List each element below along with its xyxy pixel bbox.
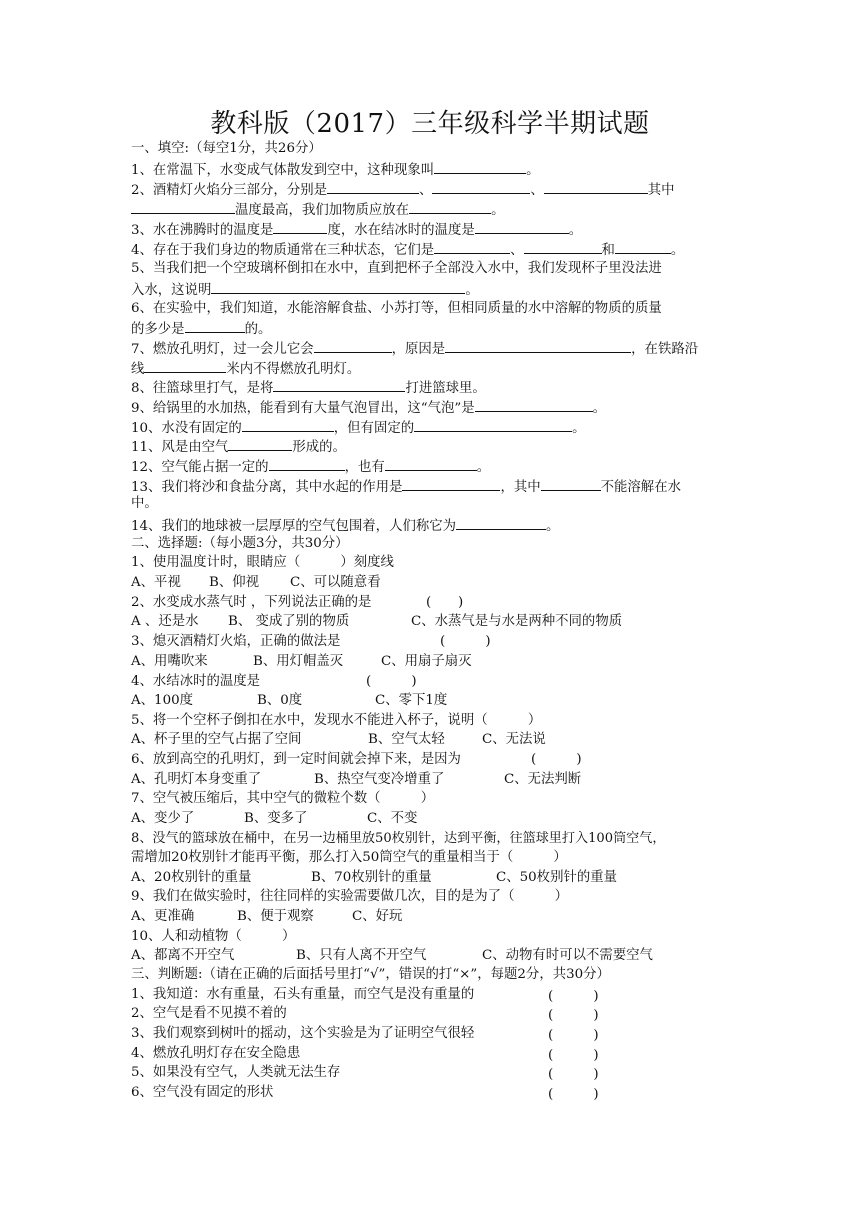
fill-question-5: 5、当我们把一个空玻璃杯倒扣在水中，直到把杯子全部没入水中，我们发现杯子里没法进 — [131, 261, 662, 276]
answer-parens[interactable]: ( ) — [548, 989, 599, 1004]
answer-blank[interactable] — [544, 179, 648, 194]
answer-blank[interactable] — [242, 417, 334, 432]
fill-question-9: 9、给锅里的水加热，能看到有大量气泡冒出，这“气泡”是 。 — [131, 397, 606, 419]
choice-option[interactable]: C、无法说 — [482, 732, 546, 747]
choice-option[interactable]: B、0度 — [257, 693, 303, 708]
fill-question-13-cont: 中。 — [131, 496, 158, 511]
choice-option[interactable]: C、可以随意看 — [290, 575, 381, 590]
answer-parens[interactable]: ( ) — [548, 1048, 599, 1063]
answer-blank[interactable] — [615, 239, 671, 254]
judge-question-4: 4、燃放孔明灯存在安全隐患 — [131, 1046, 301, 1061]
fill-question-4: 4、存在于我们身边的物质通常在三种状态，它们是 、 和 。 — [131, 239, 684, 261]
answer-blank[interactable] — [211, 279, 465, 294]
choice-question-3: 3、熄灭酒精灯火焰，正确的做法是 — [131, 634, 341, 649]
fill-question-12: 12、空气能占据一定的 ，也有 。 — [131, 456, 490, 478]
choice-option[interactable]: B、70枚别针的重量 — [311, 870, 432, 885]
choice-question-7: 7、空气被压缩后，其中空气的微粒个数（ ） — [131, 791, 435, 806]
answer-blank[interactable] — [228, 436, 292, 451]
choice-option[interactable]: B、 变成了别的物质 — [228, 614, 350, 629]
choice-question-5: 5、将一个空杯子倒扣在水中，发现水不能进入杯子，说明（ ） — [131, 713, 542, 728]
section-2-header: 二、选择题:（每小题3分，共30分） — [131, 536, 349, 551]
choice-option[interactable]: A、变少了 — [131, 811, 195, 826]
answer-blank[interactable] — [475, 219, 569, 234]
fill-question-11: 11、风是由空气 形成的。 — [131, 436, 346, 458]
choice-option[interactable]: C、动物有时可以不需要空气 — [482, 948, 653, 963]
fill-question-6: 6、在实验中，我们知道，水能溶解食盐、小苏打等，但相同质量的水中溶解的物质的质量 — [131, 301, 662, 316]
choice-option[interactable]: B、热空气变冷增重了 — [314, 772, 445, 787]
judge-question-6: 6、空气没有固定的形状 — [131, 1085, 274, 1100]
answer-blank[interactable] — [541, 476, 601, 491]
answer-blank[interactable] — [475, 397, 593, 412]
answer-parens[interactable]: ( ) — [548, 1008, 599, 1023]
choice-option[interactable]: A、孔明灯本身变重了 — [131, 772, 262, 787]
answer-parens[interactable]: ( ) — [548, 1067, 599, 1082]
fill-question-8: 8、往篮球里打气，是将 打进篮球里。 — [131, 377, 486, 399]
choice-question-8: 8、没气的篮球放在桶中，在另一边桶里放50枚别针，达到平衡，往篮球里打入100筒空气， — [131, 831, 666, 846]
choice-question-10: 10、人和动植物（ ） — [131, 929, 296, 944]
choice-option[interactable]: A 、还是水 — [131, 614, 199, 629]
choice-question-6: 6、放到高空的孔明灯，到一定时间就会掉下来，是因为 — [131, 752, 461, 767]
choice-option[interactable]: A、用嘴吹来 — [131, 654, 208, 669]
choice-question-8-cont: 需增加20枚别针才能再平衡，那么打入50筒空气的重量相当于（ ） — [131, 850, 567, 865]
choice-question-9: 9、我们在做实验时，往往同样的实验需要做几次，目的是为了（ ） — [131, 889, 569, 904]
fill-question-5-cont: 入水，这说明 。 — [131, 279, 479, 301]
answer-blank[interactable] — [402, 476, 500, 491]
answer-parens[interactable]: ( ) — [426, 595, 464, 610]
choice-option[interactable]: C、不变 — [367, 811, 418, 826]
fill-question-3: 3、水在沸腾时的温度是 度，水在结冰时的温度是 。 — [131, 219, 582, 241]
judge-question-3: 3、我们观察到树叶的摇动，这个实验是为了证明空气很轻 — [131, 1026, 475, 1041]
choice-option[interactable]: A、杯子里的空气占据了空间 — [131, 732, 302, 747]
choice-option[interactable]: C、零下1度 — [375, 693, 448, 708]
choice-option[interactable]: B、用灯帽盖灭 — [253, 654, 344, 669]
fill-question-13: 13、我们将沙和食盐分离，其中水起的作用是 ，其中 不能溶解在水 — [131, 476, 681, 498]
choice-option[interactable]: B、空气太轻 — [368, 732, 445, 747]
answer-blank[interactable] — [185, 318, 245, 333]
answer-blank[interactable] — [434, 239, 510, 254]
answer-blank[interactable] — [327, 179, 419, 194]
answer-blank[interactable] — [144, 358, 226, 373]
answer-blank[interactable] — [456, 515, 546, 530]
choice-option[interactable]: C、好玩 — [352, 909, 403, 924]
answer-blank[interactable] — [131, 199, 235, 214]
judge-question-1: 1、我知道：水有重量，石头有重量，而空气是没有重量的 — [131, 987, 475, 1002]
fill-question-10: 10、水没有固定的 ，但有固定的 。 — [131, 417, 586, 439]
choice-option[interactable]: C、水蒸气是与水是两种不同的物质 — [411, 614, 623, 629]
section-1-header: 一、填空:（每空1分，共26分） — [131, 141, 322, 156]
answer-parens[interactable]: ( ) — [440, 634, 491, 649]
fill-question-7-cont: 线 米内不得燃放孔明灯。 — [131, 358, 360, 380]
page-title: 教科版（2017）三年级科学半期试题 — [210, 109, 650, 139]
answer-parens[interactable]: ( ) — [366, 674, 417, 689]
fill-question-14: 14、我们的地球被一层厚厚的空气包围着，人们称它为 。 — [131, 515, 559, 537]
judge-question-5: 5、如果没有空气，人类就无法生存 — [131, 1065, 341, 1080]
choice-option[interactable]: A、平视 — [131, 575, 181, 590]
fill-question-2-cont: 温度最高，我们加物质应放在 。 — [131, 199, 504, 221]
answer-blank[interactable] — [269, 456, 345, 471]
choice-option[interactable]: C、无法判断 — [504, 772, 582, 787]
judge-question-2: 2、空气是看不见摸不着的 — [131, 1006, 287, 1021]
answer-blank[interactable] — [385, 456, 477, 471]
choice-option[interactable]: B、变多了 — [244, 811, 308, 826]
answer-parens[interactable]: ( ) — [548, 1028, 599, 1043]
choice-option[interactable]: B、只有人离不开空气 — [296, 948, 427, 963]
fill-question-6-cont: 的多少是 的。 — [131, 318, 271, 340]
fill-question-2: 2、酒精灯火焰分三部分，分别是 、 、 其中 — [131, 179, 675, 201]
choice-option[interactable]: A、更准确 — [131, 909, 195, 924]
answer-blank[interactable] — [414, 417, 572, 432]
fill-question-7: 7、燃放孔明灯，过一会儿它会 ，原因是 ，在铁路沿 — [131, 338, 698, 360]
choice-option[interactable]: C、用扇子扇灭 — [381, 654, 472, 669]
choice-question-4: 4、水结冰时的温度是 — [131, 674, 261, 689]
choice-option[interactable]: A、都离不开空气 — [131, 948, 235, 963]
section-3-header: 三、判断题:（请在正确的后面括号里打“√”，错误的打“×”，每题2分，共30分） — [131, 967, 610, 982]
answer-parens[interactable]: ( ) — [531, 752, 582, 767]
answer-blank[interactable] — [273, 219, 327, 234]
answer-blank[interactable] — [434, 159, 526, 174]
answer-blank[interactable] — [409, 199, 491, 214]
fill-question-1: 1、在常温下，水变成气体散发到空中，这种现象叫 。 — [131, 159, 540, 181]
choice-option[interactable]: B、仰视 — [209, 575, 260, 590]
choice-option[interactable]: A、20枚别针的重量 — [131, 870, 252, 885]
answer-blank[interactable] — [432, 179, 530, 194]
answer-blank[interactable] — [524, 239, 602, 254]
choice-question-2: 2、水变成水蒸气时 ，下列说法正确的是 — [131, 595, 372, 610]
answer-blank[interactable] — [445, 338, 631, 353]
choice-option[interactable]: A、100度 — [131, 693, 194, 708]
answer-blank[interactable] — [314, 338, 392, 353]
choice-option[interactable]: B、便于观察 — [237, 909, 314, 924]
answer-parens[interactable]: ( ) — [548, 1087, 599, 1102]
answer-blank[interactable] — [273, 377, 405, 392]
choice-question-1: 1、使用温度计时，眼睛应（ ）刻度线 — [131, 555, 394, 570]
choice-option[interactable]: C、50枚别针的重量 — [496, 870, 618, 885]
